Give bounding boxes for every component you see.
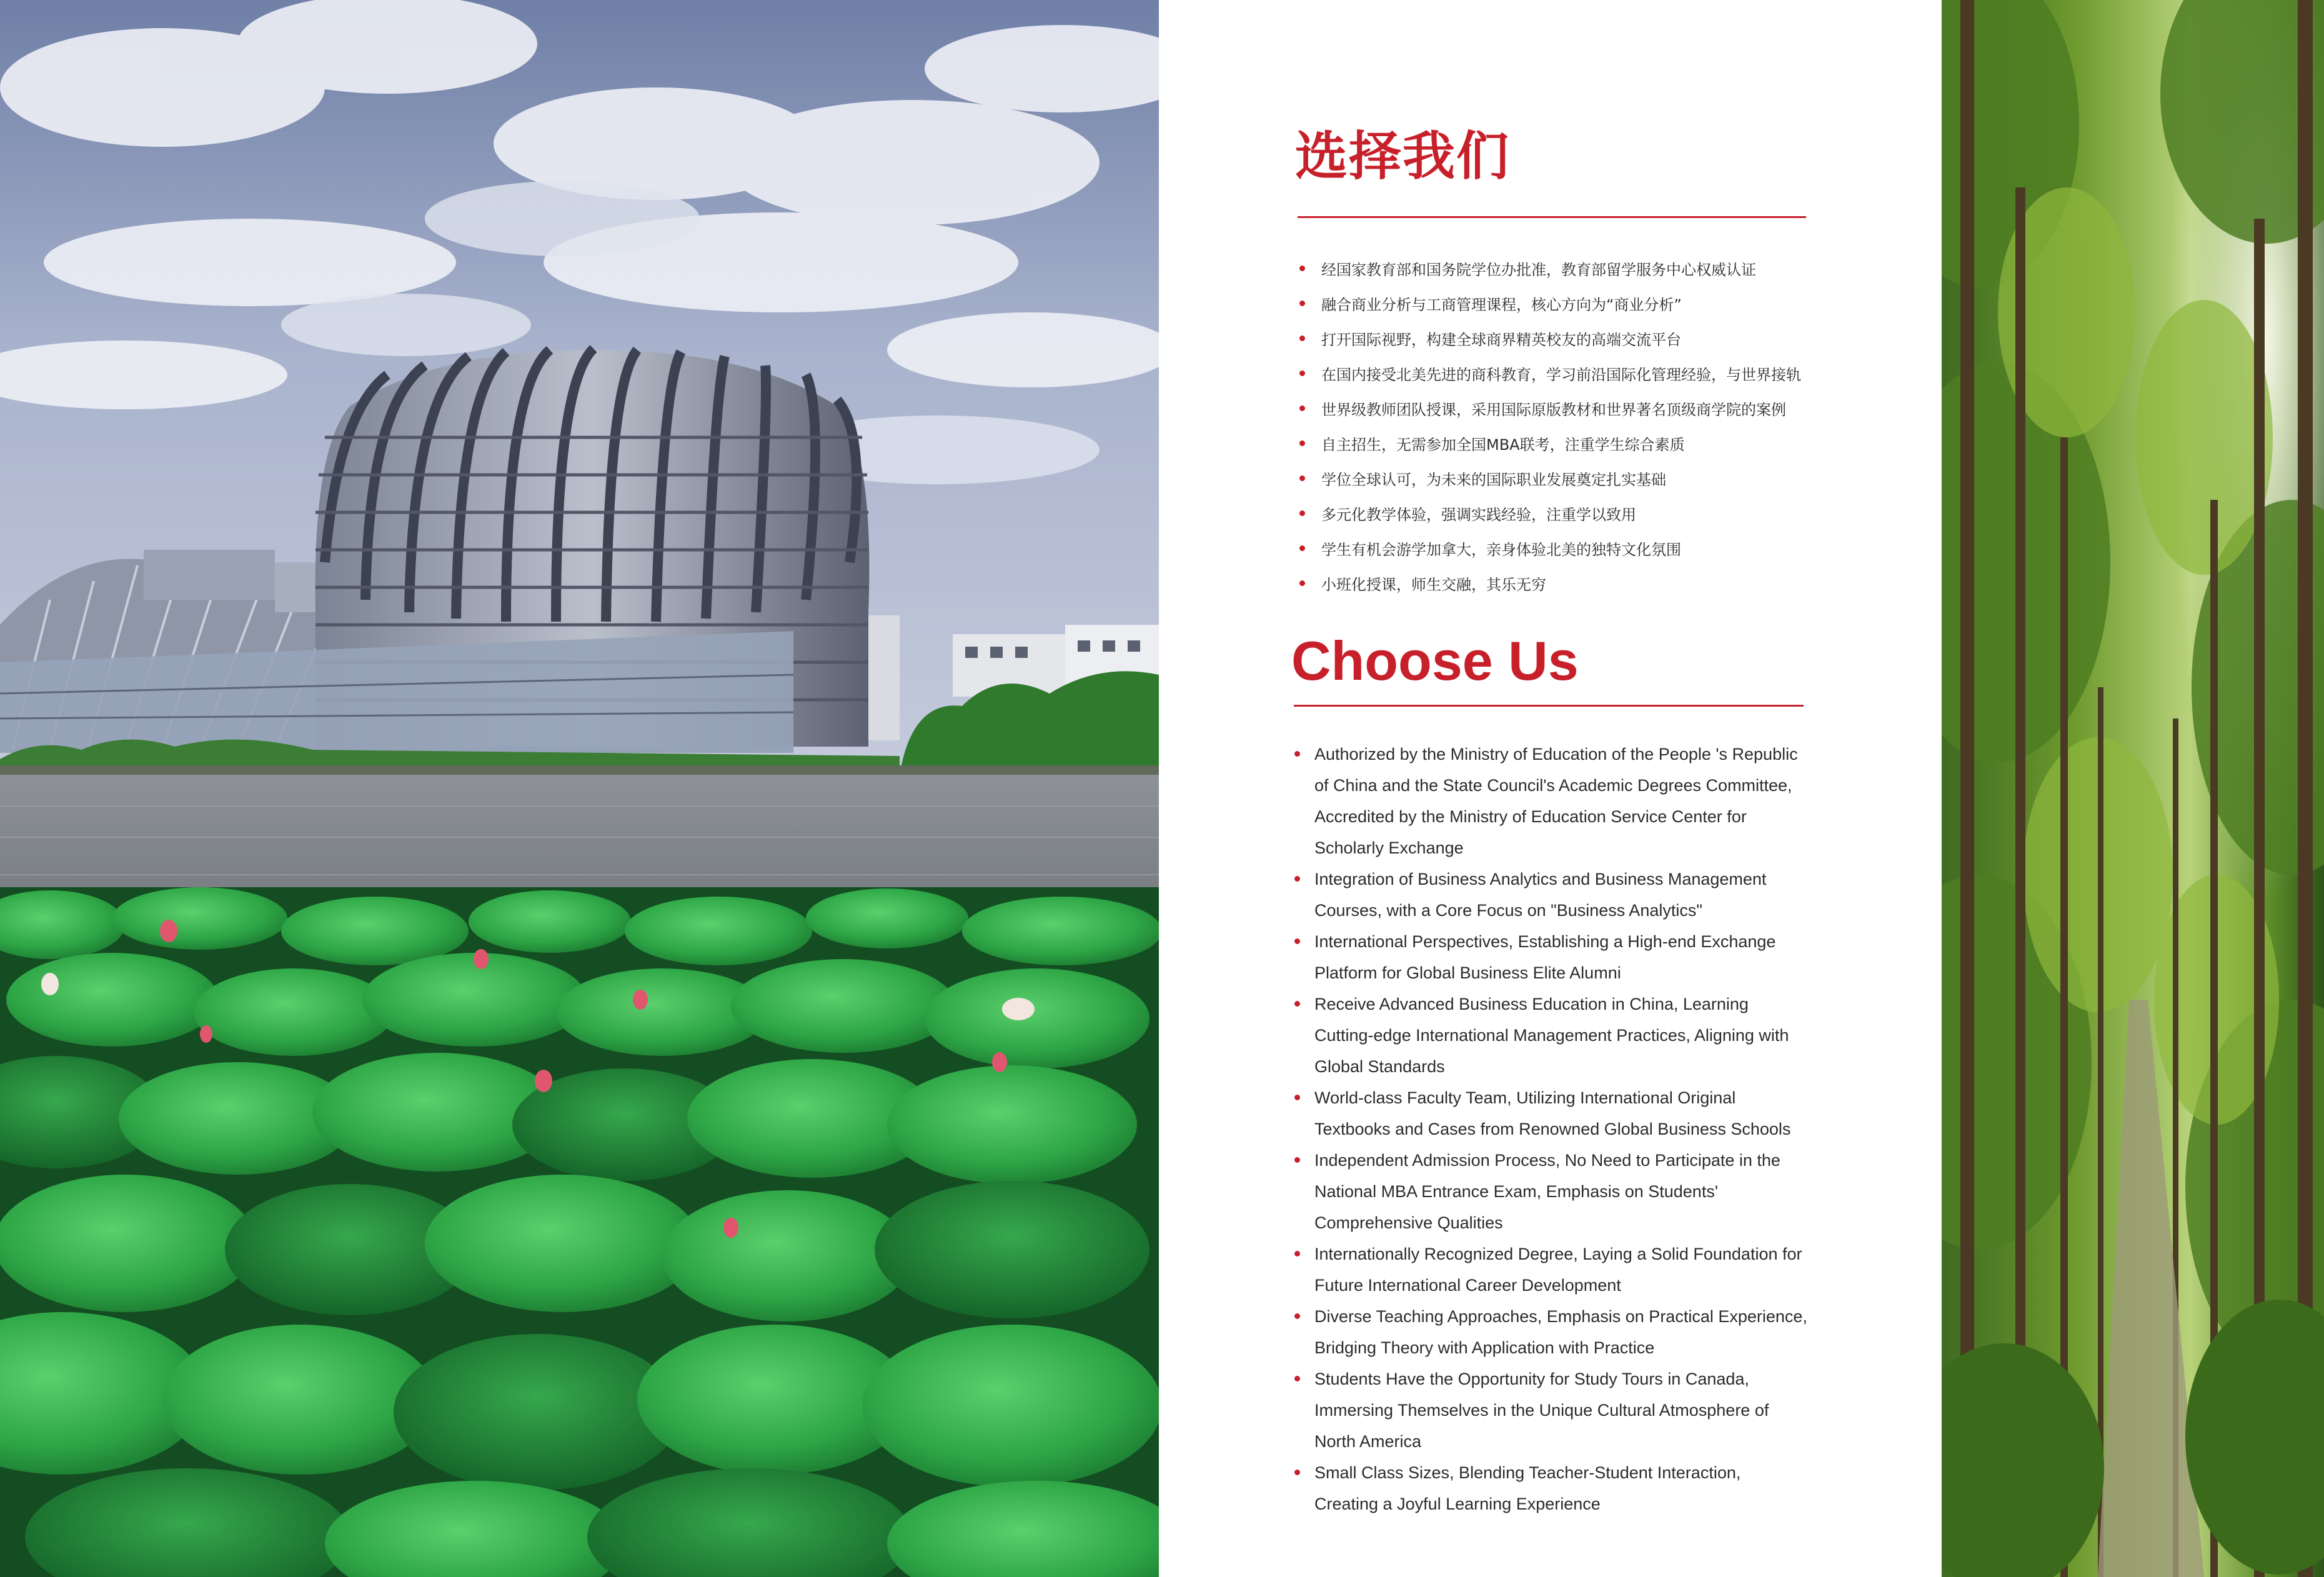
list-item-text: 多元化教学体验，强调实践经验，注重学以致用 [1321,506,1636,524]
bullet-icon [1294,876,1300,882]
list-item-text: Small Class Sizes, Blending Teacher-Student Interaction, Creating a Joyful Learning Experience [1314,1463,1741,1513]
list-item [1298,532,1847,567]
list-item-text: Authorized by the Ministry of Education of the People 's Republic of China and the State Council's Academic Degrees Committee, Accredited by the Ministry of Education Service Center for Scholarly Exchange [1314,745,1798,857]
list-item [1298,287,1847,322]
list-item-text: Integration of Business Analytics and Business Management Courses, with a Core Focus on "Business Analytics" [1314,870,1767,920]
bullet-icon [1299,266,1305,271]
list-item [1298,357,1847,392]
list-item-text: 在国内接受北美先进的商科教育，学习前沿国际化管理经验，与世界接轨 [1321,366,1801,384]
list-item [1293,1145,1808,1238]
bullet-icon [1294,938,1300,944]
list-item-text: 经国家教育部和国务院学位办批准，教育部留学服务中心权威认证 [1321,261,1756,279]
list-item [1298,427,1847,462]
bullet-icon [1294,1001,1300,1007]
bullet-icon [1299,510,1305,516]
list-item [1293,739,1808,863]
list-item-text: Independent Admission Process, No Need to Participate in the National MBA Entrance Exam, Emphasis on Students' Comprehensive Qualities [1314,1151,1780,1232]
heading-divider-en [1294,705,1804,707]
list-item-text: Students Have the Opportunity for Study Tours in Canada, Immersing Themselves in the Unique Cultural Atmosphere of North America [1314,1370,1769,1451]
reasons-list-cn [1298,252,1847,602]
reasons-list-en [1293,739,1842,1520]
bullet-icon [1294,1095,1300,1100]
list-item-text: 世界级教师团队授课，采用国际原版教材和世界著名顶级商学院的案例 [1321,401,1786,419]
bullet-icon [1294,1470,1300,1475]
bullet-icon [1294,1376,1300,1381]
bullet-icon [1294,1251,1300,1256]
heading-choose-us-en: Choose Us [1291,630,1579,692]
list-item-text: Diverse Teaching Approaches, Emphasis on Practical Experience, Bridging Theory with Application with Practice [1314,1307,1807,1357]
list-item [1293,1363,1808,1457]
list-item-text: World-class Faculty Team, Utilizing International Original Textbooks and Cases from Renowned Global Business Schools [1314,1088,1791,1138]
list-item-text: 自主招生，无需参加全国MBA联考，注重学生综合素质 [1321,436,1685,454]
list-item [1298,567,1847,602]
tree-path-photo [1942,0,2324,1577]
bullet-icon [1299,371,1305,376]
list-item [1293,863,1808,926]
list-item-text: Internationally Recognized Degree, Laying a Solid Foundation for Future International Career Development [1314,1245,1802,1295]
list-item [1293,1301,1808,1363]
bullet-icon [1299,440,1305,446]
campus-lake-photo [0,0,1159,1577]
choose-us-panel [1159,0,1942,1577]
heading-divider-cn [1298,216,1806,218]
bullet-icon [1299,475,1305,481]
list-item [1293,1082,1808,1145]
heading-choose-us-cn: 选择我们 [1295,126,1511,187]
list-item-text: 学位全球认可，为未来的国际职业发展奠定扎实基础 [1321,471,1666,489]
list-item [1298,322,1847,357]
list-item-text: 打开国际视野，构建全球商界精英校友的高端交流平台 [1321,331,1681,349]
bullet-icon [1299,405,1305,411]
list-item-text: Receive Advanced Business Education in China, Learning Cutting-edge International Management Practices, Aligning with Global Standards [1314,995,1789,1076]
list-item [1298,497,1847,532]
bullet-icon [1299,336,1305,341]
list-item [1293,988,1808,1082]
list-item-text: 融合商业分析与工商管理课程，核心方向为“商业分析” [1321,296,1682,314]
bullet-icon [1299,580,1305,586]
bullet-icon [1299,301,1305,306]
bullet-icon [1294,1313,1300,1319]
bullet-icon [1294,751,1300,757]
list-item [1293,1457,1808,1520]
list-item-text: 小班化授课，师生交融，其乐无穷 [1321,576,1546,594]
bullet-icon [1294,1157,1300,1163]
list-item [1293,926,1808,988]
list-item-text: 学生有机会游学加拿大，亲身体验北美的独特文化氛围 [1321,541,1681,559]
list-item [1293,1238,1808,1301]
list-item [1298,392,1847,427]
bullet-icon [1299,545,1305,551]
list-item [1298,252,1847,287]
list-item-text: International Perspectives, Establishing a High-end Exchange Platform for Global Business Elite Alumni [1314,932,1776,982]
list-item [1298,462,1847,497]
